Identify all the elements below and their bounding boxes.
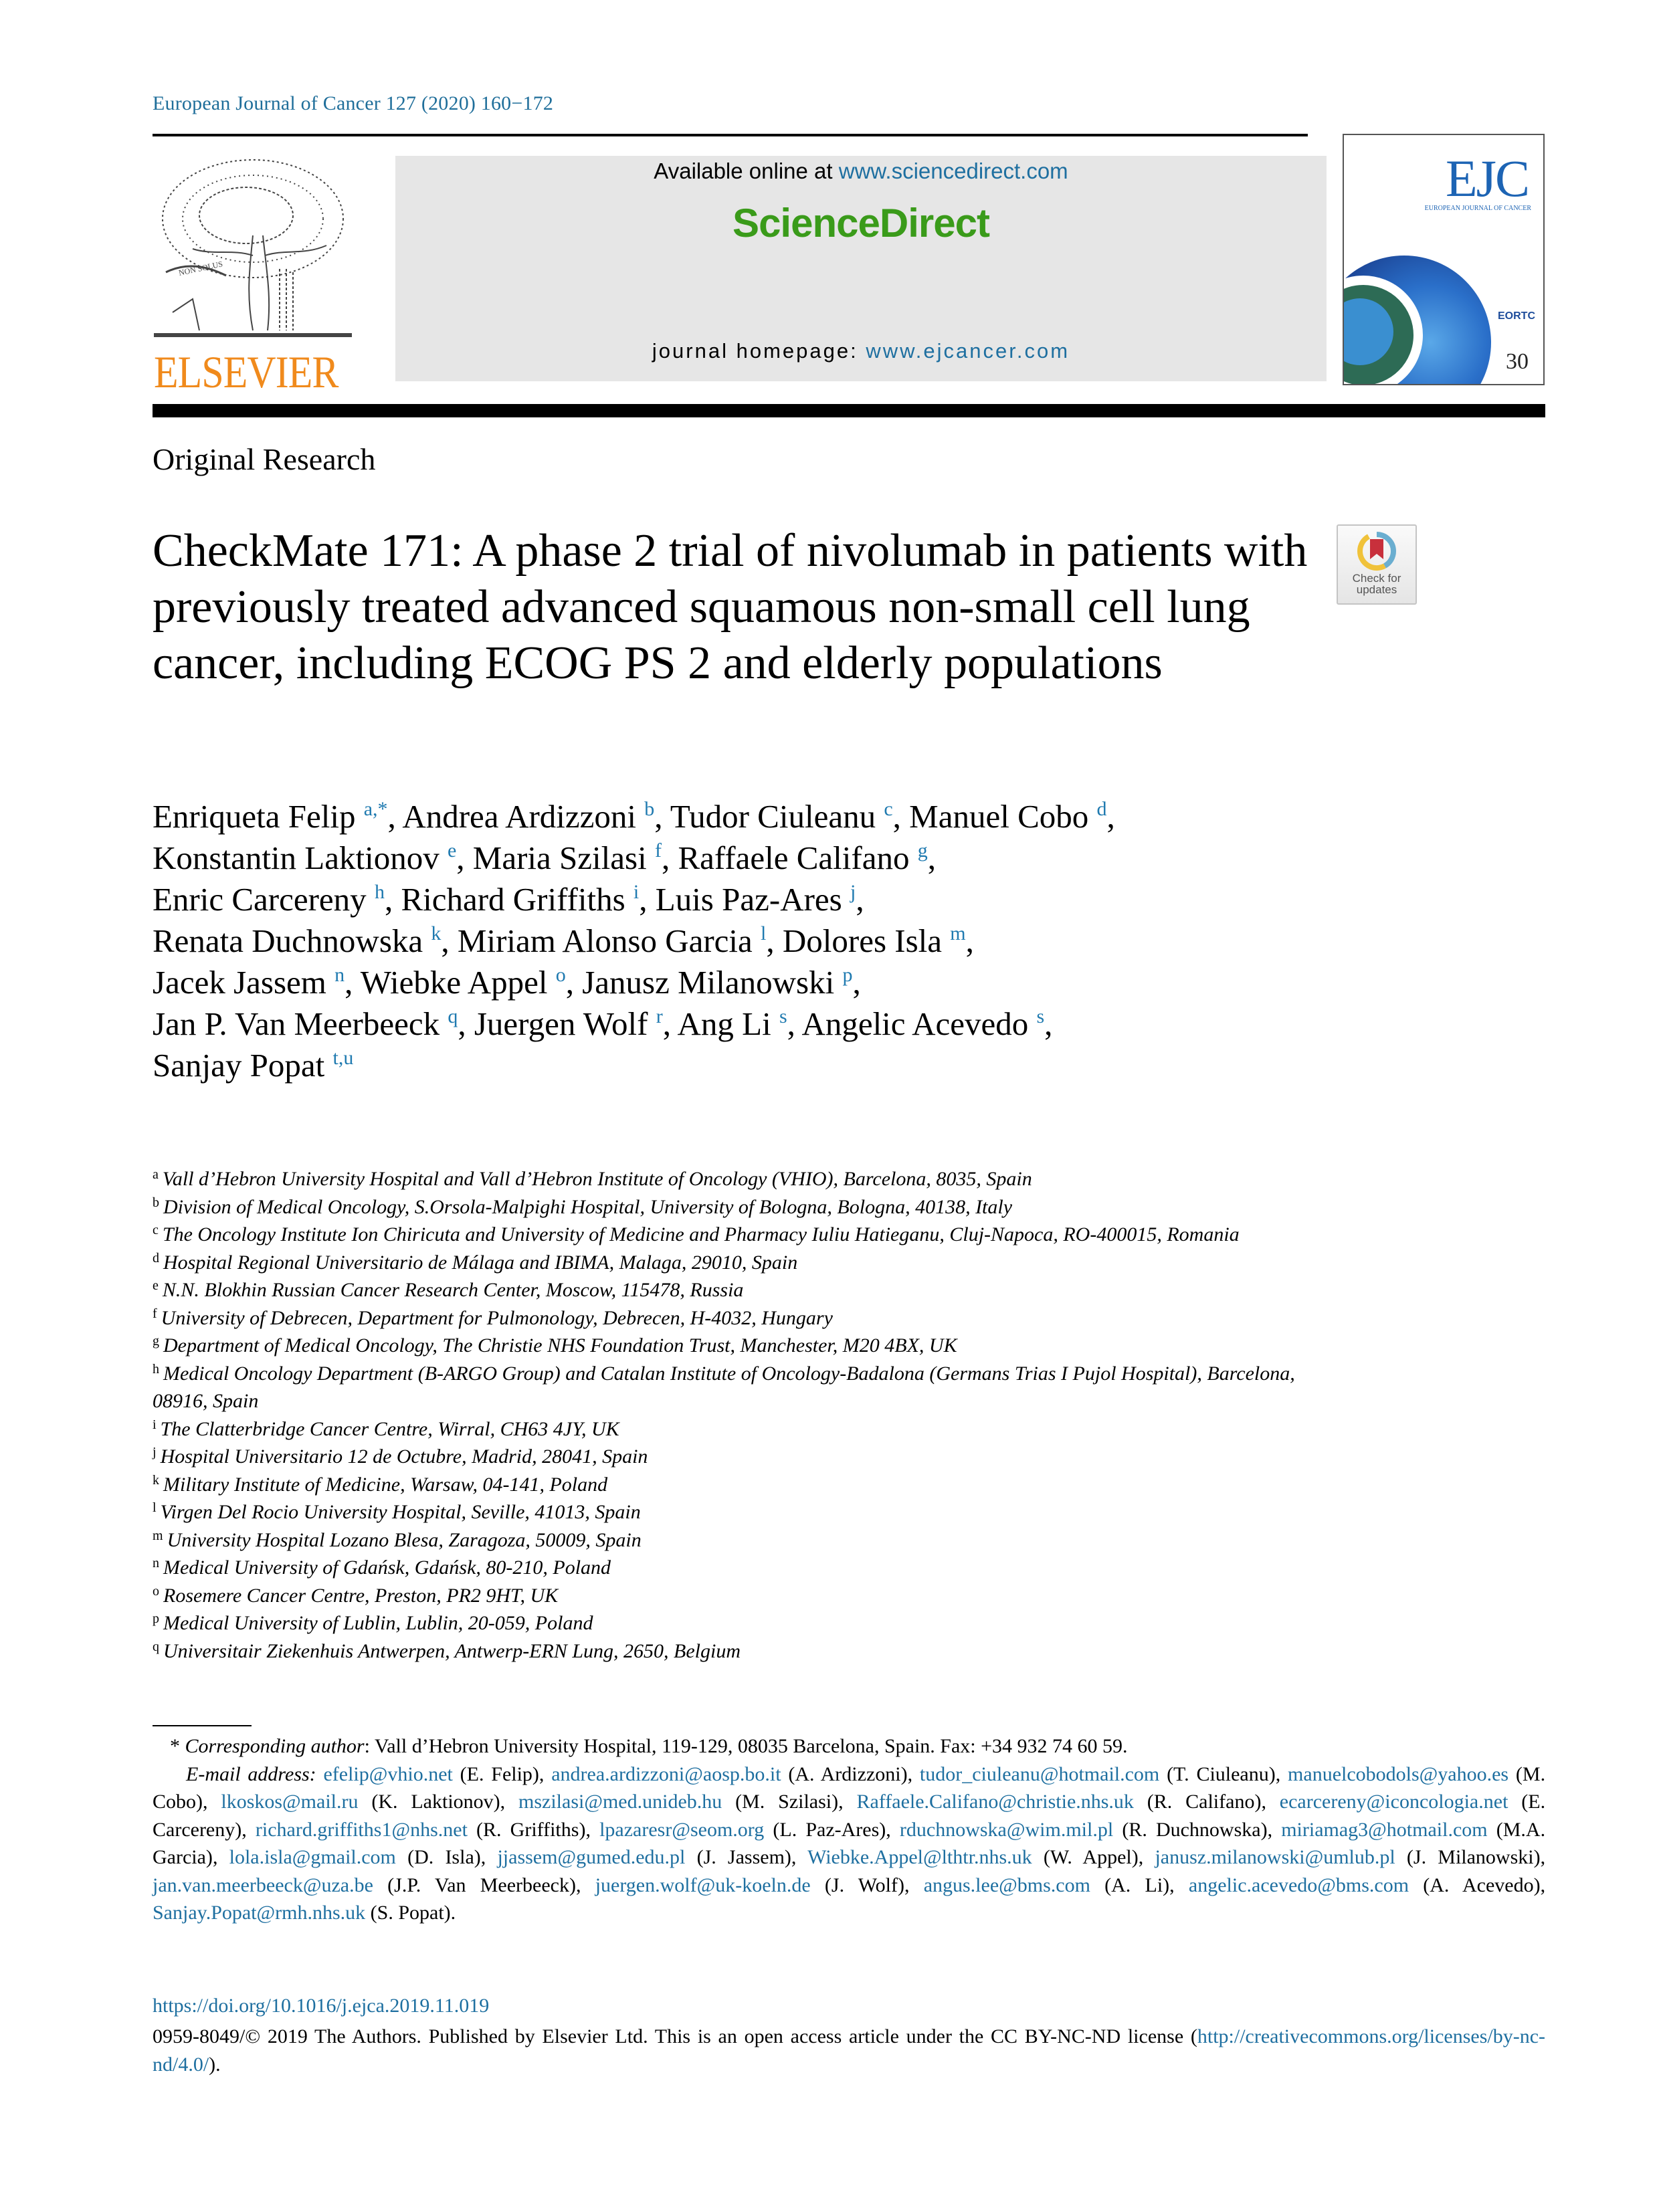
- affiliation: $^m$ University Hospital Lozano Blesa, Zaragoza, 50009, Spain: [153, 1528, 642, 1551]
- email-link[interactable]: angelic.acevedo@bms.com: [1188, 1874, 1409, 1896]
- affiliation: $^p$ Medical University of Lublin, Lublin, 20-059, Poland: [153, 1611, 593, 1634]
- affiliation: $^b$ Division of Medical Oncology, S.Orsola-Malpighi Hospital, University of Bologna, Bologna, 40138, Italy: [153, 1195, 1013, 1218]
- author[interactable]: Tudor Ciuleanu $^c$: [670, 798, 893, 835]
- license-statement: 0959-8049/© 2019 The Authors. Published by Elsevier Ltd. This is an open access article under the CC BY-NC-ND license (http://creativecommons.org/licenses/by-nc-nd/4.0/).: [153, 2025, 1545, 2076]
- journal-homepage-link[interactable]: www.ejcancer.com: [866, 339, 1070, 363]
- affiliation: $^e$ N.N. Blokhin Russian Cancer Research Center, Moscow, 115478, Russia: [153, 1278, 744, 1301]
- elsevier-tree-icon: [153, 155, 353, 342]
- email-link[interactable]: miriamag3@hotmail.com: [1281, 1818, 1488, 1841]
- email-link[interactable]: Sanjay.Popat@rmh.nhs.uk: [153, 1902, 366, 1924]
- author[interactable]: Manuel Cobo $^d$: [909, 798, 1107, 835]
- footnote-rule: [153, 1725, 252, 1726]
- email-link[interactable]: lola.isla@gmail.com: [229, 1846, 396, 1868]
- author[interactable]: Wiebke Appel $^o$: [360, 964, 566, 1001]
- affiliation: $^l$ Virgen Del Rocio University Hospital, Seville, 41013, Spain: [153, 1500, 641, 1523]
- author[interactable]: Angelic Acevedo $^s$: [801, 1005, 1045, 1042]
- affiliation: $^o$ Rosemere Cancer Centre, Preston, PR2 9HT, UK: [153, 1583, 559, 1607]
- cover-partner-logo: EORTC: [1498, 310, 1535, 322]
- cover-subtitle: EUROPEAN JOURNAL OF CANCER: [1424, 205, 1531, 212]
- email-link[interactable]: Wiebke.Appel@lthtr.nhs.uk: [807, 1846, 1032, 1868]
- author[interactable]: Luis Paz-Ares $^j$: [655, 881, 856, 918]
- email-link[interactable]: manuelcobodols@yahoo.es: [1288, 1763, 1509, 1785]
- footnotes: [153, 1732, 1545, 1927]
- crossmark-icon: [1357, 531, 1397, 571]
- sciencedirect-logo: ScienceDirect: [733, 201, 989, 245]
- email-link[interactable]: angus.lee@bms.com: [923, 1874, 1090, 1896]
- author[interactable]: Konstantin Laktionov $^e$: [153, 839, 457, 876]
- cover-anniversary: 30: [1506, 349, 1529, 374]
- author[interactable]: Ang Li $^s$: [677, 1005, 787, 1042]
- affiliation: $^j$ Hospital Universitario 12 de Octubre, Madrid, 28041, Spain: [153, 1445, 648, 1468]
- email-link[interactable]: juergen.wolf@uk-koeln.de: [595, 1874, 811, 1896]
- journal-homepage: journal homepage: www.ejcancer.com: [652, 339, 1070, 363]
- svg-text:NON SOLUS: NON SOLUS: [177, 259, 224, 278]
- email-link[interactable]: efelip@vhio.net: [323, 1763, 453, 1785]
- author[interactable]: Maria Szilasi $^f$: [472, 839, 662, 876]
- affiliation: $^g$ Department of Medical Oncology, The Christie NHS Foundation Trust, Manchester, M20 4BX, UK: [153, 1334, 957, 1356]
- author[interactable]: Dolores Isla $^m$: [782, 922, 966, 959]
- author[interactable]: Richard Griffiths $^i$: [401, 881, 640, 918]
- affiliation: $^n$ Medical University of Gdańsk, Gdańsk, 80-210, Poland: [153, 1556, 611, 1579]
- author[interactable]: Raffaele Califano $^g$: [678, 839, 928, 876]
- author[interactable]: Renata Duchnowska $^k$: [153, 922, 442, 959]
- author[interactable]: Jan P. Van Meerbeeck $^q$: [153, 1005, 458, 1042]
- author[interactable]: Sanjay Popat $^{t,u}$: [153, 1047, 354, 1084]
- elsevier-logo: [153, 155, 353, 397]
- author[interactable]: Enriqueta Felip $^{a,*}$: [153, 798, 388, 835]
- email-link[interactable]: richard.griffiths1@nhs.net: [255, 1818, 468, 1841]
- journal-reference[interactable]: European Journal of Cancer 127 (2020) 160−172: [153, 92, 554, 114]
- journal-cover-image[interactable]: [1343, 134, 1545, 385]
- header-rule: [153, 134, 1308, 136]
- email-link[interactable]: andrea.ardizzoni@aosp.bo.it: [551, 1763, 781, 1785]
- email-link[interactable]: jan.van.meerbeeck@uza.be: [153, 1874, 373, 1896]
- affiliation: $^f$ University of Debrecen, Department for Pulmonology, Debrecen, H-4032, Hungary: [153, 1306, 833, 1329]
- check-for-updates-button[interactable]: Check for updates: [1337, 524, 1417, 605]
- cover-title: EJC: [1445, 149, 1529, 207]
- sciencedirect-banner: [395, 156, 1327, 381]
- affiliation: $^a$ Vall d’Hebron University Hospital and Vall d’Hebron Institute of Oncology (VHIO), Barcelona, 8035, Spain: [153, 1167, 1032, 1190]
- author[interactable]: Juergen Wolf $^r$: [474, 1005, 663, 1042]
- author[interactable]: Enric Carcereny $^h$: [153, 881, 385, 918]
- affiliation: $^c$ The Oncology Institute Ion Chiricuta and University of Medicine and Pharmacy Iuliu Hatieganu, Cluj-Napoca, RO-400015, Romania: [153, 1223, 1240, 1245]
- author-list: Enriqueta Felip $^{a,*}$, Andrea Ardizzoni $^b$, Tudor Ciuleanu $^c$, Manuel Cobo $^d$, Konstantin Laktionov $^e$, Maria Szilasi $^f$, Raffaele Califano $^g$, Enric Carcereny $^h$, Richard Griffiths $^i$, Luis Paz-Ares $^j$, Renata Duchnowska $^k$, Miriam Alonso Garcia $^l$, Dolores Isla $^m$, Jacek Jassem $^n$, Wiebke Appel $^o$, Janusz Milanowski $^p$, Jan P. Van Meerbeeck $^q$, Juergen Wolf $^r$, Ang Li $^s$, Angelic Acevedo $^s$, Sanjay Popat $^{t,u}$: [153, 798, 1115, 1084]
- affiliation: $^h$ Medical Oncology Department (B-ARGO Group) and Catalan Institute of Oncology-Badalona (Germans Trias I Pujol Hospital), Barcelona, 08916, Spain: [153, 1361, 1295, 1412]
- affiliation: $^q$ Universitair Ziekenhuis Antwerpen, Antwerp-ERN Lung, 2650, Belgium: [153, 1639, 741, 1662]
- sciencedirect-link[interactable]: www.sciencedirect.com: [838, 159, 1068, 183]
- affiliation: $^k$ Military Institute of Medicine, Warsaw, 04-141, Poland: [153, 1472, 608, 1496]
- article-type: Original Research: [153, 442, 376, 476]
- available-online: Available online at www.sciencedirect.com: [654, 159, 1068, 183]
- author[interactable]: Janusz Milanowski $^p$: [582, 964, 853, 1001]
- doi-link[interactable]: https://doi.org/10.1016/j.ejca.2019.11.019: [153, 1995, 490, 2017]
- author[interactable]: Jacek Jassem $^n$: [153, 964, 345, 1001]
- email-link[interactable]: ecarcereny@iconcologia.net: [1279, 1791, 1508, 1813]
- email-link[interactable]: rduchnowska@wim.mil.pl: [899, 1818, 1114, 1841]
- email-addresses: E-mail address: efelip@vhio.net (E. Felip), andrea.ardizzoni@aosp.bo.it (A. Ardizzoni), tudor_ciuleanu@hotmail.com (T. Ciuleanu), manuelcobodols@yahoo.es (M. Cobo), lkoskos@mail.ru (K. Laktionov), mszilasi@med.unideb.hu (M. Szilasi), Raffaele.Califano@christie.nhs.uk (R. Califano), ecarcereny@iconcologia.net (E. Carcereny), richard.griffiths1@nhs.net (R. Griffiths), lpazaresr@seom.org (L. Paz-Ares), rduchnowska@wim.mil.pl (R. Duchnowska), miriamag3@hotmail.com (M.A. Garcia), lola.isla@gmail.com (D. Isla), jjassem@gumed.edu.pl (J. Jassem), Wiebke.Appel@lthtr.nhs.uk (W. Appel), janusz.milanowski@umlub.pl (J. Milanowski), jan.van.meerbeeck@uza.be (J.P. Van Meerbeeck), juergen.wolf@uk-koeln.de (J. Wolf), angus.lee@bms.com (A. Li), angelic.acevedo@bms.com (A. Acevedo), Sanjay.Popat@rmh.nhs.uk (S. Popat).: [153, 1763, 1546, 1924]
- corresponding-author-note: * Corresponding author: Vall d’Hebron University Hospital, 119-129, 08035 Barcelona, Spain. Fax: +34 932 74 60 59.: [170, 1735, 1128, 1757]
- affiliation: $^d$ Hospital Regional Universitario de Málaga and IBIMA, Malaga, 29010, Spain: [153, 1250, 798, 1274]
- email-link[interactable]: mszilasi@med.unideb.hu: [518, 1791, 722, 1813]
- article-title: CheckMate 171: A phase 2 trial of nivolumab in patients with previously treated advanced squamous non-small cell lung cancer, including ECOG PS 2 and elderly populations: [153, 525, 1308, 689]
- author[interactable]: Andrea Ardizzoni $^b$: [402, 798, 655, 835]
- email-link[interactable]: janusz.milanowski@umlub.pl: [1155, 1846, 1395, 1868]
- email-link[interactable]: tudor_ciuleanu@hotmail.com: [919, 1763, 1160, 1785]
- email-link[interactable]: jjassem@gumed.edu.pl: [497, 1846, 686, 1868]
- elsevier-wordmark: ELSEVIER: [154, 346, 338, 397]
- affiliation: $^i$ The Clatterbridge Cancer Centre, Wirral, CH63 4JY, UK: [153, 1417, 619, 1440]
- author[interactable]: Miriam Alonso Garcia $^l$: [457, 922, 767, 959]
- email-link[interactable]: lpazaresr@seom.org: [599, 1818, 765, 1841]
- email-link[interactable]: lkoskos@mail.ru: [221, 1791, 359, 1813]
- license-link[interactable]: http://creativecommons.org/licenses/by-nc-nd/4.0/: [153, 2025, 1545, 2076]
- affiliation-list: [153, 1165, 1343, 1665]
- header-thick-rule: [153, 404, 1545, 417]
- email-link[interactable]: Raffaele.Califano@christie.nhs.uk: [856, 1791, 1134, 1813]
